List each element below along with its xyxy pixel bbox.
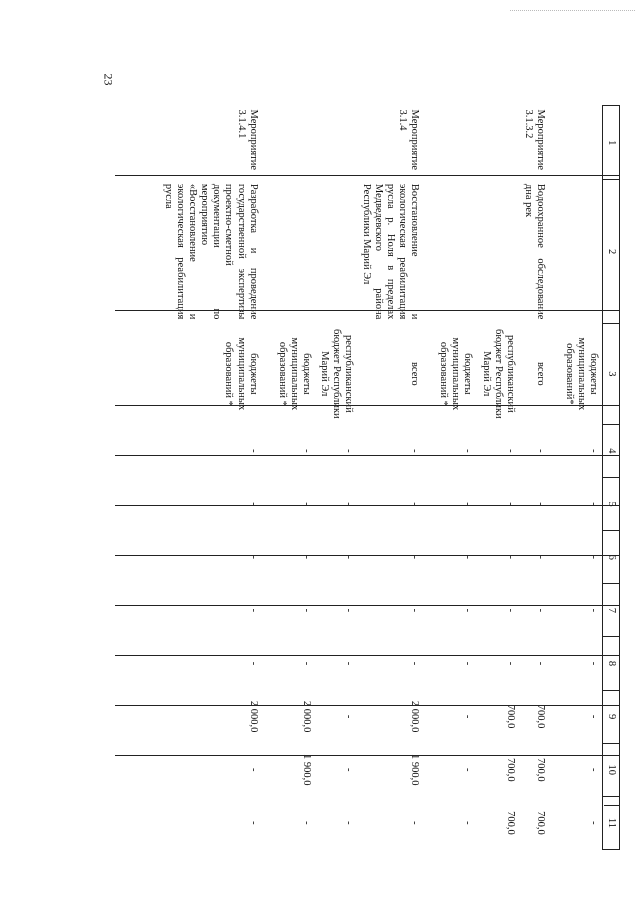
- value-cell: -: [300, 821, 312, 825]
- value-cell: -: [300, 661, 312, 666]
- value-cell: -: [343, 449, 354, 453]
- value-cell: -: [343, 555, 354, 559]
- value-cell: -: [247, 768, 259, 772]
- column-rule: [115, 175, 620, 176]
- value-cell: 700,0: [504, 704, 516, 729]
- value-cell: -: [588, 449, 599, 453]
- value-cell: -: [462, 502, 474, 506]
- table-row: [357, 106, 434, 850]
- funding-source-cell: бюджеты муниципальных образований *: [438, 337, 474, 411]
- column-rule: [115, 555, 620, 556]
- value-cell: -: [462, 714, 474, 719]
- table-row: [315, 106, 357, 850]
- value-cell: -: [588, 768, 599, 772]
- description-cell: [315, 180, 357, 323]
- measure-cell: [273, 106, 315, 180]
- funding-source-cell: всего: [409, 362, 421, 386]
- value-cell: 2 000,0: [247, 700, 259, 733]
- col-header-5: 5: [603, 477, 620, 530]
- col-header-4: 4: [603, 424, 620, 477]
- value-cell: 1 900,0: [300, 754, 312, 786]
- column-rule: [604, 105, 620, 106]
- column-rule: [115, 405, 620, 406]
- value-cell: -: [534, 555, 546, 559]
- value-cell: 700,0: [534, 811, 546, 835]
- page-number: 23: [101, 73, 116, 86]
- table-row: [519, 106, 560, 850]
- value-cell: -: [588, 821, 599, 825]
- measure-cell: [560, 106, 603, 180]
- col-header-8: 8: [603, 637, 620, 690]
- col-header-7: 7: [603, 584, 620, 637]
- value-cell: 700,0: [504, 811, 516, 835]
- rotated-table-container: [115, 105, 620, 850]
- col-header-11: 11: [603, 796, 620, 849]
- table-row: [159, 106, 273, 850]
- value-cell: -: [409, 661, 421, 666]
- value-cell: -: [409, 608, 421, 613]
- value-cell: -: [300, 608, 312, 613]
- header-row: [603, 106, 620, 850]
- col-header-1: 1: [603, 106, 620, 180]
- value-cell: -: [247, 449, 259, 453]
- value-cell: 2 000,0: [300, 700, 312, 733]
- value-cell: -: [409, 449, 421, 453]
- measure-cell: [434, 106, 476, 180]
- value-cell: -: [300, 502, 312, 506]
- col-header-9: 9: [603, 690, 620, 743]
- value-cell: -: [409, 821, 421, 825]
- value-cell: -: [588, 502, 599, 506]
- measure-cell: Мероприятие 3.1.4.1: [235, 109, 259, 171]
- value-cell: -: [300, 555, 312, 559]
- column-rule: [115, 755, 620, 756]
- value-cell: -: [343, 661, 354, 666]
- value-cell: -: [343, 608, 354, 613]
- column-rule: [115, 705, 620, 706]
- value-cell: -: [343, 714, 354, 719]
- value-cell: -: [462, 449, 474, 453]
- measure-cell: Мероприятие 3.1.3.2: [522, 109, 546, 171]
- column-rule: [115, 655, 620, 656]
- value-cell: -: [462, 608, 474, 613]
- value-cell: -: [409, 555, 421, 559]
- measure-cell: [315, 106, 357, 180]
- value-cell: -: [247, 608, 259, 613]
- value-cell: -: [343, 768, 354, 772]
- value-cell: -: [534, 502, 546, 506]
- column-rule: [604, 805, 620, 806]
- description-cell: [477, 180, 519, 323]
- table-row: [434, 106, 476, 850]
- value-cell: -: [504, 449, 516, 453]
- value-cell: -: [247, 661, 259, 666]
- value-cell: -: [462, 661, 474, 666]
- table-row: [477, 106, 519, 850]
- description-cell: Восстановление и экологическая реабилитация русла р. Ноля в пределах Медведевского района Республики Марий Эл: [361, 183, 421, 320]
- description-cell: [273, 180, 315, 323]
- value-cell: -: [504, 661, 516, 666]
- value-cell: -: [247, 555, 259, 559]
- measure-cell: Мероприятие 3.1.4: [397, 109, 421, 171]
- value-cell: -: [343, 821, 354, 825]
- value-cell: 2 000,0: [409, 700, 421, 733]
- funding-source-cell: бюджеты муниципальных образований*: [563, 337, 599, 411]
- measure-cell: [477, 106, 519, 180]
- funding-source-cell: бюджеты муниципальных образований *: [276, 337, 312, 411]
- col-header-6: 6: [603, 531, 620, 584]
- value-cell: -: [588, 608, 599, 613]
- description-cell: Водоохранное обследование дна рек: [522, 183, 546, 320]
- value-cell: -: [504, 608, 516, 613]
- value-cell: -: [300, 449, 312, 453]
- value-cell: -: [504, 555, 516, 559]
- funding-source-cell: всего: [534, 362, 546, 386]
- value-cell: -: [247, 502, 259, 506]
- value-cell: -: [534, 661, 546, 666]
- value-cell: -: [588, 714, 599, 719]
- value-cell: -: [409, 502, 421, 506]
- column-rule: [115, 505, 620, 506]
- table-row: [273, 106, 315, 850]
- description-cell: Разработка и проведение государственной экспертизы проектно-сметной документации по мероприятию «Восстановление и экологическая реабилитация русла: [163, 183, 259, 320]
- value-cell: 700,0: [504, 757, 516, 782]
- value-cell: -: [534, 608, 546, 613]
- value-cell: -: [247, 821, 259, 825]
- col-header-3: 3: [603, 323, 620, 424]
- column-rule: [115, 455, 620, 456]
- funding-source-cell: республиканский бюджет Республики Марий Эл: [318, 329, 354, 419]
- scan-artifact-line: [510, 10, 635, 11]
- value-cell: 700,0: [534, 704, 546, 729]
- value-cell: -: [462, 821, 474, 825]
- value-cell: 700,0: [534, 757, 546, 782]
- value-cell: -: [343, 502, 354, 506]
- table-row: [560, 106, 603, 850]
- value-cell: 1 900,0: [409, 754, 421, 786]
- description-cell: [434, 180, 476, 323]
- value-cell: -: [462, 768, 474, 772]
- column-rule: [115, 310, 620, 311]
- value-cell: -: [588, 555, 599, 559]
- column-rule: [115, 605, 620, 606]
- funding-source-cell: бюджеты муниципальных образований *: [223, 337, 259, 411]
- value-cell: -: [504, 502, 516, 506]
- description-cell: [560, 180, 603, 323]
- value-cell: -: [462, 555, 474, 559]
- funding-source-cell: республиканский бюджет Республики Марий Эл: [480, 329, 516, 419]
- budget-table: [159, 105, 620, 850]
- value-cell: -: [588, 661, 599, 666]
- col-header-2: 2: [603, 180, 620, 323]
- col-header-10: 10: [603, 743, 620, 796]
- value-cell: -: [534, 449, 546, 453]
